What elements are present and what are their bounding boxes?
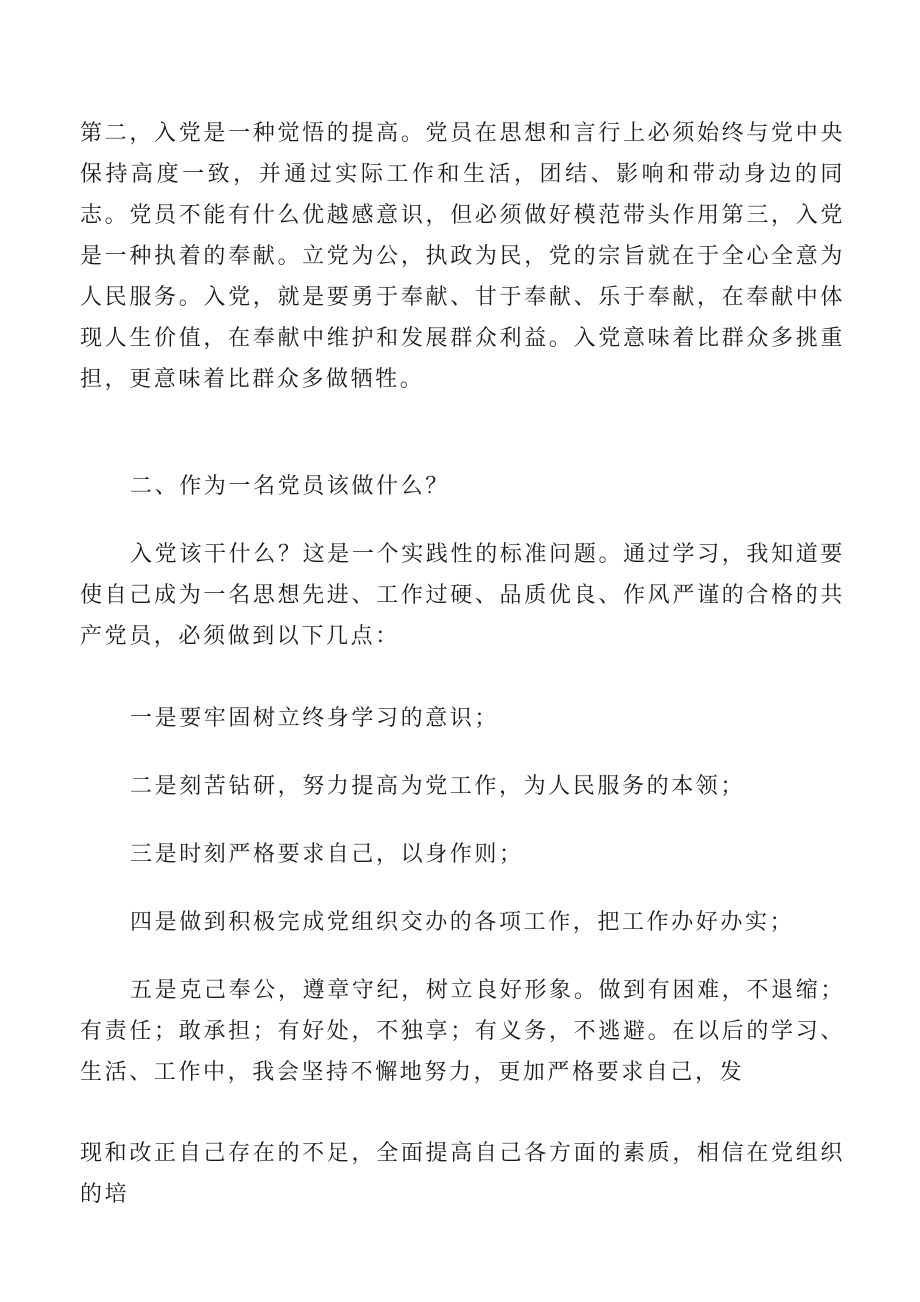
body-paragraph: 第二，入党是一种觉悟的提高。党员在思想和言行上必须始终与党中央保持高度一致，并通过实际工作和生活，团结、影响和带动身边的同志。党员不能有什么优越感意识，但必须做好模范带头作用第三，入党是一种执着的奉献。立党为公，执政为民，党的宗旨就在于全心全意为人民服务。入党，就是要勇于奉献、甘于奉献、乐于奉献，在奉献中体现人生价值，在奉献中维护和发展群众利益。入党意味着比群众多挑重担，更意味着比群众多做牺牲。 bbox=[80, 121, 845, 392]
body-paragraph: 入党该干什么？这是一个实践性的标准问题。通过学习，我知道要使自己成为一名思想先进、工作过硬、品质优良、作风严谨的合格的共产党员，必须做到以下几点： bbox=[80, 542, 845, 649]
list-item: 四是做到积极完成党组织交办的各项工作，把工作办好办实； bbox=[130, 910, 795, 935]
list-item: 一是要牢固树立终身学习的意识； bbox=[130, 706, 500, 731]
list-item: 三是时刻严格要求自己，以身作则； bbox=[130, 842, 524, 867]
list-item: 五是克己奉公，遵章守纪，树立良好形象。做到有困难，不退缩；有责任；敢承担；有好处，不独享；有义务，不逃避。在以后的学习、生活、工作中，我会坚持不懈地努力，更加严格要求自己，发 bbox=[80, 978, 845, 1085]
section-heading: 二、作为一名党员该做什么？ bbox=[130, 474, 450, 499]
body-paragraph: 现和改正自己存在的不足，全面提高自己各方面的素质，相信在党组织的培 bbox=[80, 1141, 845, 1207]
list-item: 二是刻苦钻研，努力提高为党工作，为人民服务的本领； bbox=[130, 774, 746, 799]
